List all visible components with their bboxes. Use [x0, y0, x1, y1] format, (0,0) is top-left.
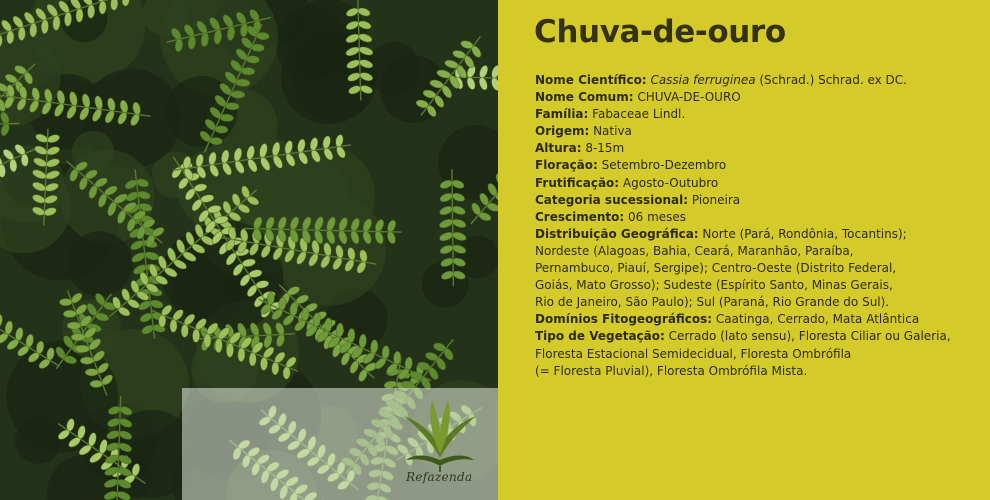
field-label: Categoria sucessional:	[535, 192, 689, 207]
brand-wordmark: Refazenda	[406, 470, 473, 484]
field-value: CHUVA-DE-OURO	[633, 90, 741, 105]
field-label: Origem:	[535, 124, 590, 139]
info-panel	[498, 0, 990, 500]
field-value-line: Floresta Estacional Semidecidual, Floresta Ombrófila	[535, 346, 852, 361]
field-value: Norte (Pará, Rondônia, Tocantins);	[698, 226, 907, 241]
field-value-line: Rio de Janeiro, São Paulo); Sul (Paraná, Rio Grande do Sul).	[535, 295, 890, 310]
field-scientific-name	[535, 72, 975, 89]
field-vegetation-type	[535, 328, 975, 379]
field-label: Nome Comum:	[535, 90, 634, 105]
field-label: Tipo de Vegetação:	[535, 329, 665, 344]
field-flowering	[535, 157, 975, 174]
field-value: Setembro-Dezembro	[597, 158, 727, 173]
field-label: Floração:	[535, 158, 598, 173]
field-geographic-distribution	[535, 226, 975, 311]
field-growth	[535, 209, 975, 226]
field-value: 8-15m	[581, 141, 625, 156]
field-value: Cerrado (lato sensu), Floresta Ciliar ou Galeria,	[664, 329, 951, 344]
field-label: Frutificação:	[535, 175, 620, 190]
field-common-name	[535, 89, 975, 106]
field-value-line: (= Floresta Pluvial), Floresta Ombrófila Mista.	[535, 363, 808, 378]
field-value: Caatinga, Cerrado, Mata Atlântica	[712, 312, 920, 327]
field-label: Crescimento:	[535, 209, 625, 224]
logo-panel	[182, 388, 498, 500]
field-value-line: Pernambuco, Piauí, Sergipe); Centro-Oeste (Distrito Federal,	[535, 261, 897, 276]
scientific-name-value: Cassia ferruginea	[650, 73, 756, 87]
field-value: Agosto-Outubro	[619, 175, 719, 190]
field-fruiting	[535, 175, 975, 192]
field-value: Pioneira	[688, 192, 741, 207]
field-value: Fabaceae Lindl.	[588, 107, 686, 122]
field-label: Nome Científico:	[535, 73, 647, 87]
field-value: 06 meses	[624, 209, 687, 224]
field-label: Altura:	[535, 141, 582, 156]
field-family	[535, 106, 975, 123]
field-value-line: Goiás, Mato Grosso); Sudeste (Espírito Santo, Minas Gerais,	[535, 278, 893, 293]
field-successional-category	[535, 192, 975, 209]
field-value: Nativa	[589, 124, 632, 139]
field-value: (Schrad.) Schrad. ex DC.	[755, 73, 907, 87]
field-label: Domínios Fitogeográficos:	[535, 312, 713, 327]
field-origin	[535, 123, 975, 140]
species-title: Chuva-de-ouro	[534, 14, 786, 50]
field-phytogeographic-domains	[535, 311, 975, 328]
field-label: Distribuição Geográfica:	[535, 226, 699, 241]
field-height	[535, 140, 975, 157]
field-value-line: Nordeste (Alagoas, Bahia, Ceará, Maranhão, Paraíba,	[535, 243, 854, 258]
field-label: Família:	[535, 107, 589, 122]
species-fields	[535, 72, 975, 380]
